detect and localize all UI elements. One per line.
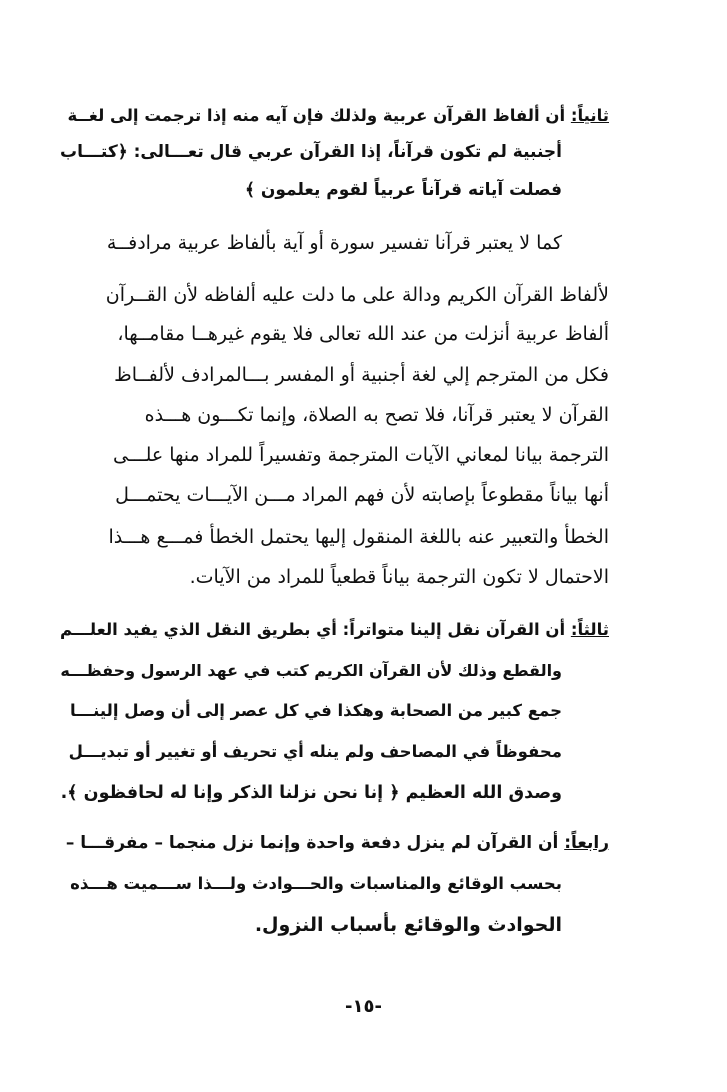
section4-line1 [66, 835, 609, 852]
section4-heading: رابعاً: [564, 833, 609, 853]
section3-line3: جمع كبير من الصحابة وهكذا في كل عصر إلى أن وصل إلينـــا [70, 701, 562, 720]
paragraph-line9: الاحتمال لا تكون الترجمة بياناً قطعياً للمراد من الآيات. [189, 566, 609, 588]
section4-line3: الحوادث والوقائع بأسباب النزول. [254, 914, 562, 936]
paragraph-line7: أنها بياناً مقطوعاً بإصابته لأن فهم المراد مـــن الآيـــات يحتمـــل [115, 484, 609, 506]
section2-line2: أجنبية لم تكون قرآناً، إذا القرآن عربي قال تعـــالى: ﴿كتـــاب [59, 142, 562, 162]
section2-line1 [67, 108, 609, 125]
section3-line1-text: أن القرآن نقل إلينا متواتراً: أي بطريق النقل الذي يفيد العلـــم [60, 620, 566, 639]
section3-heading: ثالثاً: [570, 620, 609, 639]
section3-line5: وصدق الله العظيم ﴿ إنا نحن نزلنا الذكر وإنا له لحافظون ﴾. [60, 783, 562, 803]
paragraph-line2: لألفاظ القرآن الكريم ودالة على ما دلت عليه ألفاظه لأن القــرآن [105, 284, 609, 306]
paragraph-line4: فكل من المترجم إلي لغة أجنبية أو المفسر بـــالمرادف لألفــاظ [114, 364, 609, 386]
page-number: -١٥- [345, 996, 382, 1017]
section3-line1 [60, 622, 609, 639]
section2-line1-text: أن ألفاظ القرآن عربية ولذلك فإن آيه منه إذا ترجمت إلى لغــة [67, 106, 566, 125]
paragraph-line1: كما لا يعتبر قرآنا تفسير سورة أو آية بألفاظ عربية مرادفــة [106, 232, 562, 254]
paragraph-line3: ألفاظ عربية أنزلت من عند الله تعالى فلا يقوم غيرهــا مقامــها، [117, 323, 609, 345]
section3-line4: محفوظاً في المصاحف ولم ينله أي تحريف أو تغيير أو تبديـــل [68, 742, 562, 761]
paragraph-line5: القرآن لا يعتبر قرآنا، فلا تصح به الصلاة، وإنما تكـــون هـــذه [144, 404, 609, 426]
section4-line2: بحسب الوقائع والمناسبات والحـــوادث ولـــذا ســـميت هـــذه [70, 874, 562, 893]
section3-line2: والقطع وذلك لأن القرآن الكريم كتب في عهد الرسول وحفظـــه [60, 661, 562, 680]
section2-heading: ثانياً: [570, 106, 609, 125]
paragraph-line6: الترجمة بيانا لمعاني الآيات المترجمة وتفسيراً للمراد منها علـــى [113, 444, 609, 466]
section4-line1-text: أن القرآن لم ينزل دفعة واحدة وإنما نزل منجما – مفرقـــا – [65, 833, 559, 853]
section2-line3: فصلت آياته قرآناً عربياً لقوم يعلمون ﴾ [245, 180, 562, 200]
paragraph-line8: الخطأ والتعبير عنه باللغة المنقول إليها يحتمل الخطأ فمـــع هـــذا [108, 526, 609, 548]
